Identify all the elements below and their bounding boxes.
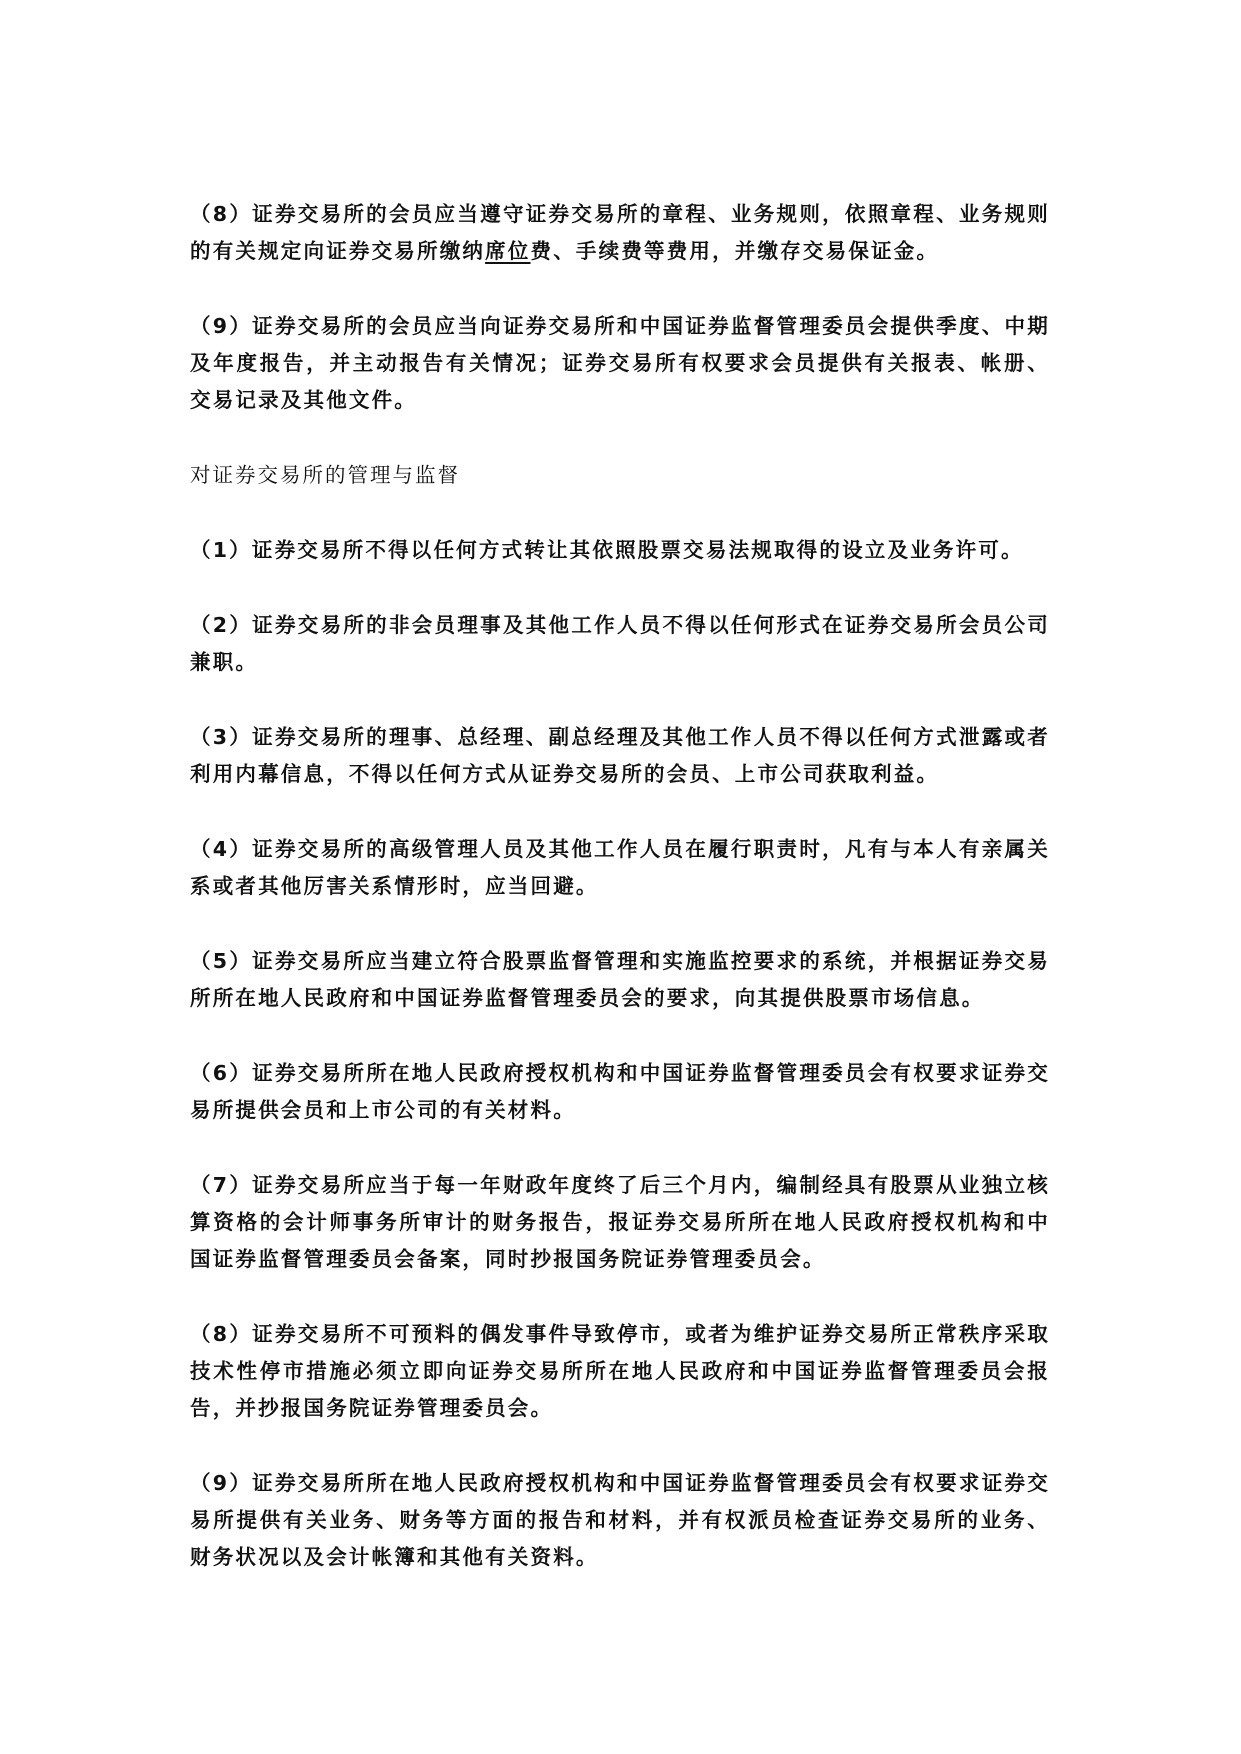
paragraph-text: 证券交易所应当建立符合股票监督管理和实施监控要求的系统，并根据证券交易所所在地人民政府和中国证券监督管理委员会的要求，向其提供股票市场信息。 (190, 949, 1051, 1010)
paragraph-text: 证券交易所的理事、总经理、副总经理及其他工作人员不得以任何方式泄露或者利用内幕信息，不得以任何方式从证券交易所的会员、上市公司获取利益。 (190, 725, 1051, 786)
paragraph-item (190, 1316, 1050, 1427)
paragraph-number: （2） (190, 613, 253, 637)
paragraph-item (190, 1465, 1050, 1576)
paragraph-text: 证券交易所所在地人民政府授权机构和中国证券监督管理委员会有权要求证券交易所提供会员和上市公司的有关材料。 (190, 1061, 1051, 1122)
paragraph-number: （9） (190, 1471, 253, 1495)
underlined-term: 席位 (485, 239, 531, 263)
section-heading: 对证券交易所的管理与监督 (190, 463, 460, 487)
paragraph-number: （1） (190, 538, 252, 562)
paragraph-text: 证券交易所不可预料的偶发事件导致停市，或者为维护证券交易所正常秩序采取技术性停市措施必须立即向证券交易所所在地人民政府和中国证券监督管理委员会报告，并抄报国务院证券管理委员会。 (190, 1322, 1051, 1420)
paragraph-number: （9） (190, 314, 253, 338)
document-page (190, 196, 1050, 1614)
paragraph-item (190, 1055, 1050, 1129)
paragraph-item (190, 1167, 1050, 1278)
paragraph-text: 证券交易所的高级管理人员及其他工作人员在履行职责时，凡有与本人有亲属关系或者其他厉害关系情形时，应当回避。 (190, 837, 1051, 898)
paragraph-text: 证券交易所所在地人民政府授权机构和中国证券监督管理委员会有权要求证券交易所提供有关业务、财务等方面的报告和材料，并有权派员检查证券交易所的业务、财务状况以及会计帐簿和其他有关资料。 (190, 1471, 1051, 1569)
paragraph-item (190, 607, 1050, 681)
paragraph-text: 证券交易所不得以任何方式转让其依照股票交易法规取得的设立及业务许可。 (251, 538, 1024, 562)
paragraph-number: （8） (190, 202, 253, 226)
paragraph-text: 费、手续费等费用，并缴存交易保证金。 (530, 239, 940, 263)
paragraph-number: （7） (190, 1173, 253, 1197)
paragraph-member-reports (190, 308, 1050, 419)
paragraph-number: （4） (190, 837, 253, 861)
paragraph-item (190, 719, 1050, 793)
paragraph-text: 证券交易所的会员应当遵守证券交易所的章程、业务规则，依照章程、业务规则的有关规定向证券交易所缴纳 (190, 202, 1051, 263)
paragraph-text: 证券交易所的非会员理事及其他工作人员不得以任何形式在证券交易所会员公司兼职。 (190, 613, 1051, 674)
paragraph-text: 证券交易所的会员应当向证券交易所和中国证券监督管理委员会提供季度、中期及年度报告，并主动报告有关情况；证券交易所有权要求会员提供有关报表、帐册、交易记录及其他文件。 (190, 314, 1051, 412)
paragraph-number: （5） (190, 949, 253, 973)
paragraph-text: 证券交易所应当于每一年财政年度终了后三个月内，编制经具有股票从业独立核算资格的会计师事务所审计的财务报告，报证券交易所所在地人民政府授权机构和中国证券监督管理委员会备案，同时抄报国务院证券管理委员会。 (190, 1173, 1051, 1271)
paragraph-member-fees (190, 196, 1050, 270)
paragraph-number: （6） (190, 1061, 253, 1085)
paragraph-number: （8） (190, 1322, 253, 1346)
paragraph-item (190, 831, 1050, 905)
paragraph-item (190, 532, 1050, 569)
paragraph-number: （3） (190, 725, 253, 749)
paragraph-item (190, 943, 1050, 1017)
